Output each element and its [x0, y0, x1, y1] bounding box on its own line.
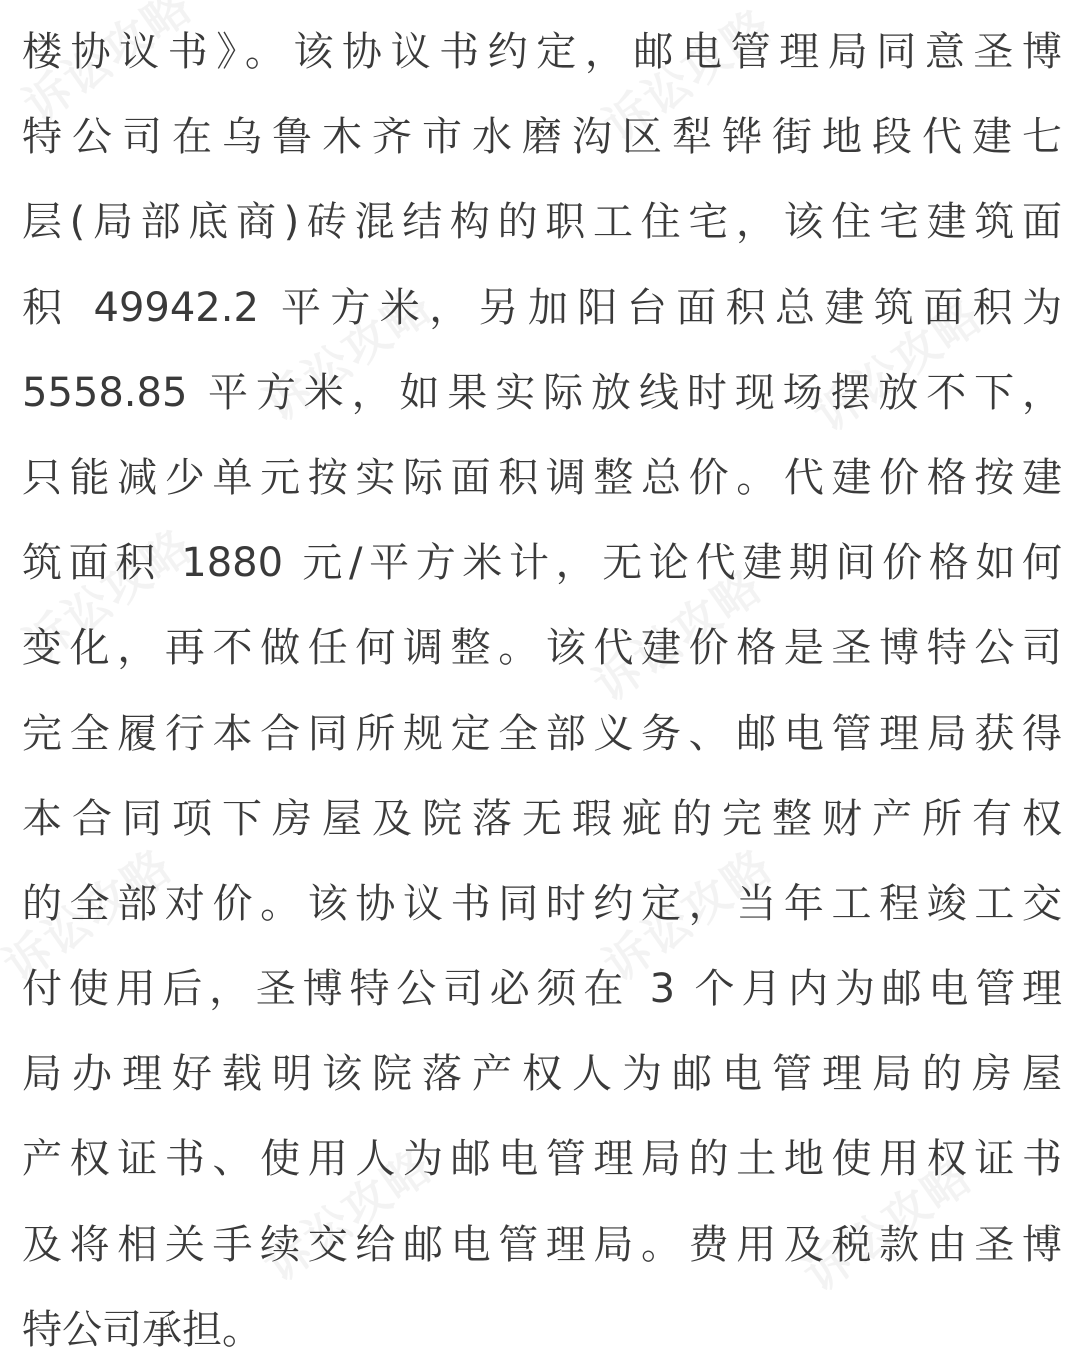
text-line: 筑面积 1880 元/平方米计，无论代建期间价格如何: [22, 540, 1062, 587]
text-line: 只能减少单元按实际面积调整总价。代建价格按建: [22, 454, 1062, 501]
text-line: 变化，再不做任何调整。该代建价格是圣博特公司: [22, 625, 1062, 672]
text-line: 层(局部底商)砖混结构的职工住宅，该住宅建筑面: [22, 199, 1062, 246]
text-line: 特公司承担。: [22, 1306, 262, 1353]
text-line: 楼协议书》。该协议书约定，邮电管理局同意圣博: [22, 29, 1062, 75]
text-line: 5558.85 平方米，如果实际放线时现场摆放不下，: [22, 369, 1062, 416]
text-line: 产权证书、使用人为邮电管理局的土地使用权证书: [22, 1136, 1062, 1183]
text-line: 局办理好载明该院落产权人为邮电管理局的房屋: [22, 1051, 1062, 1098]
text-line: 特公司在乌鲁木齐市水磨沟区犁铧街地段代建七: [22, 114, 1062, 161]
text-line: 积 49942.2 平方米，另加阳台面积总建筑面积为: [22, 284, 1062, 331]
text-line: 的全部对价。该协议书同时约定，当年工程竣工交: [22, 880, 1062, 927]
text-line: 完全履行本合同所规定全部义务、邮电管理局获得: [22, 710, 1062, 757]
text-line: 及将相关手续交给邮电管理局。费用及税款由圣博: [22, 1221, 1062, 1268]
text-line: 本合同项下房屋及院落无瑕疵的完整财产所有权: [22, 795, 1062, 842]
text-line: 付使用后，圣博特公司必须在 3 个月内为邮电管理: [22, 966, 1062, 1013]
article-body: [22, 10, 1062, 1366]
